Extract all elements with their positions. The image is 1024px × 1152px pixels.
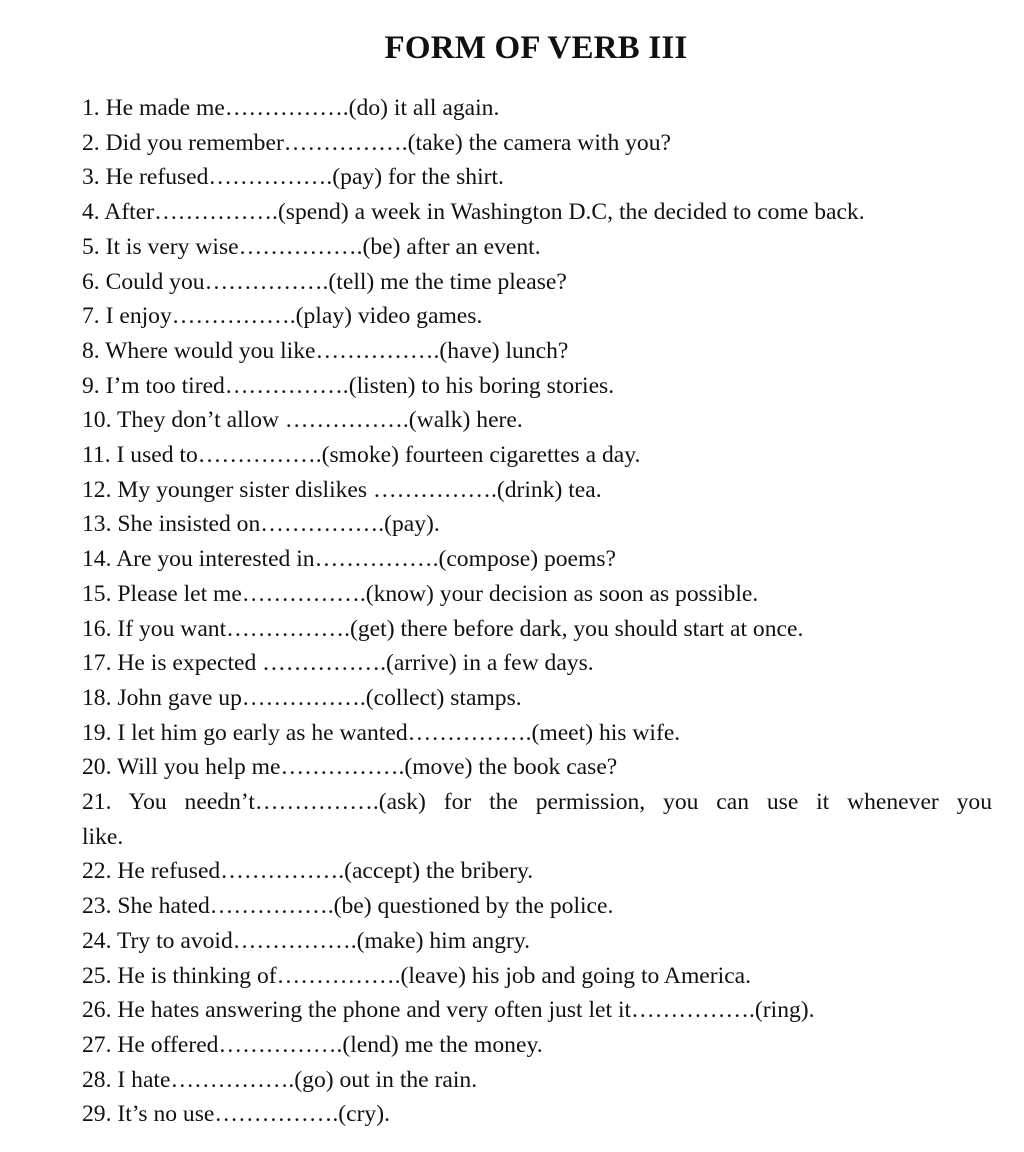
exercise-item-17: 17. He is expected …………….(arrive) in a few days. xyxy=(82,650,594,677)
exercise-item-7: 7. I enjoy…………….(play) video games. xyxy=(82,303,483,330)
exercise-item-29: 29. It’s no use…………….(cry). xyxy=(82,1101,390,1128)
exercise-item-1: 1. He made me…………….(do) it all again. xyxy=(82,95,500,121)
exercise-item-25: 25. He is thinking of…………….(leave) his job and going to America. xyxy=(82,962,752,989)
exercise-list xyxy=(82,91,992,1132)
exercise-item-24: 24. Try to avoid…………….(make) him angry. xyxy=(82,927,531,954)
exercise-item-3: 3. He refused…………….(pay) for the shirt. xyxy=(82,164,504,191)
exercise-item-11: 11. I used to…………….(smoke) fourteen cigarettes a day. xyxy=(82,442,641,469)
exercise-item-10: 10. They don’t allow …………….(walk) here. xyxy=(82,407,523,434)
exercise-item-13: 13. She insisted on…………….(pay). xyxy=(82,511,440,538)
exercise-item-26: 26. He hates answering the phone and very often just let it…………….(ring). xyxy=(82,997,815,1024)
exercise-item-15: 15. Please let me…………….(know) your decision as soon as possible. xyxy=(82,580,759,607)
exercise-item-21 xyxy=(82,785,992,854)
exercise-item-21-line-2: like. xyxy=(82,823,124,850)
exercise-item-18: 18. John gave up…………….(collect) stamps. xyxy=(82,684,522,711)
exercise-item-14: 14. Are you interested in…………….(compose) poems? xyxy=(82,546,617,573)
exercise-item-27: 27. He offered…………….(lend) me the money. xyxy=(82,1031,543,1058)
exercise-item-9: 9. I’m too tired…………….(listen) to his boring stories. xyxy=(82,372,615,399)
exercise-item-19: 19. I let him go early as he wanted…………….(meet) his wife. xyxy=(82,719,681,746)
exercise-item-20: 20. Will you help me…………….(move) the book case? xyxy=(82,754,618,781)
page-title: FORM OF VERB III xyxy=(384,30,688,66)
exercise-item-8: 8. Where would you like…………….(have) lunch? xyxy=(82,337,569,364)
exercise-item-5: 5. It is very wise…………….(be) after an event. xyxy=(82,233,541,260)
exercise-item-16: 16. If you want…………….(get) there before dark, you should start at once. xyxy=(82,615,804,642)
exercise-item-22: 22. He refused…………….(accept) the bribery. xyxy=(82,858,534,885)
exercise-item-6: 6. Could you…………….(tell) me the time please? xyxy=(82,268,567,295)
exercise-item-21-line-1: 21. You needn’t…………….(ask) for the permission, you can use it whenever you xyxy=(82,789,992,816)
exercise-item-12: 12. My younger sister dislikes …………….(drink) tea. xyxy=(82,476,602,503)
exercise-item-4: 4. After…………….(spend) a week in Washington D.C, the decided to come back. xyxy=(82,199,865,226)
exercise-item-28: 28. I hate…………….(go) out in the rain. xyxy=(82,1066,478,1093)
exercise-item-2: 2. Did you remember…………….(take) the camera with you? xyxy=(82,129,672,156)
exercise-item-23: 23. She hated…………….(be) questioned by the police. xyxy=(82,893,614,920)
